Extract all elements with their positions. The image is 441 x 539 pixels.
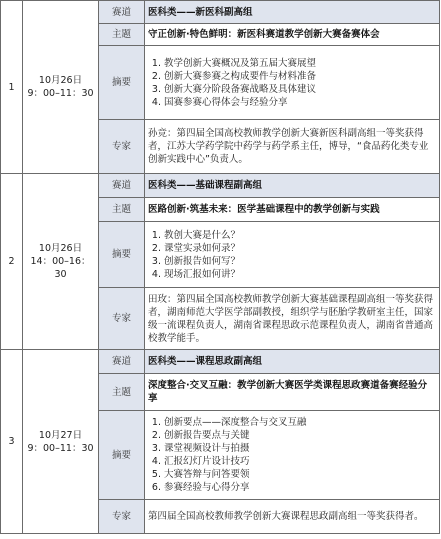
- summary-value: [145, 222, 440, 288]
- summary-value: [145, 46, 440, 120]
- summary-item: 1. 教创大赛是什么？: [164, 229, 436, 242]
- session-time: 9：00–11：30: [27, 442, 94, 454]
- expert-value: 孙竞：第四届全国高校教师教学创新大赛新医科副高组一等奖获得者，江苏大学药学院中药学与药学系主任，博导，“食品药化类专业创新实践中心”负责人。: [145, 120, 440, 174]
- summary-label: 摘要: [99, 411, 145, 500]
- session-time: 14：00–16：30: [30, 256, 91, 280]
- summary-item: 2. 创新大赛参赛之构成要件与材料准备: [164, 70, 436, 83]
- summary-item: 1. 创新要点——深度整合与交叉互融: [164, 416, 436, 429]
- summary-item: 5. 大赛答辩与问答要领: [164, 468, 436, 481]
- track-value: 医科类——基础课程副高组: [145, 174, 440, 198]
- summary-item: 1. 教学创新大赛概况及第五届大赛展望: [164, 57, 436, 70]
- session-datetime: [23, 1, 99, 174]
- summary-list: [148, 57, 436, 109]
- topic-label: 主题: [99, 198, 145, 222]
- expert-value: 第四届全国高校教师教学创新大赛课程思政副高组一等奖获得者。: [145, 500, 440, 534]
- track-value: 医科类——新医科副高组: [145, 1, 440, 24]
- session-time: 9：00–11：30: [27, 88, 94, 99]
- session-number: 2: [1, 174, 23, 350]
- topic-value: 深度整合·交叉互融：教学创新大赛医学类课程思政赛道备赛经验分享: [145, 374, 440, 411]
- summary-item: 2. 创新报告要点与关键: [164, 429, 436, 442]
- summary-item: 4. 国赛参赛心得体会与经验分享: [164, 96, 436, 109]
- expert-value: 田玫：第四届全国高校教师教学创新大赛基础课程副高组一等奖获得者，湖南师范大学医学部副教授，组织学与胚胎学教研室主任，国家级一流课程负责人，湖南省课程思政示范课程负责人，湖南省普通高校教学能手。: [145, 288, 440, 350]
- summary-list: [148, 416, 436, 494]
- session-date: 10月26日: [38, 75, 83, 86]
- summary-item: 6. 参赛经验与心得分享: [164, 481, 436, 494]
- session-number: 1: [1, 1, 23, 174]
- topic-value: 守正创新·特色鲜明：新医科赛道教学创新大赛备赛体会: [145, 24, 440, 46]
- summary-item: 4. 汇报幻灯片设计技巧: [164, 455, 436, 468]
- summary-item: 3. 创新报告如何写？: [164, 255, 436, 268]
- summary-item: 2. 课堂实录如何录？: [164, 242, 436, 255]
- expert-label: 专家: [99, 500, 145, 534]
- summary-item: 3. 课堂视频设计与拍摄: [164, 442, 436, 455]
- summary-label: 摘要: [99, 46, 145, 120]
- session-datetime: [23, 174, 99, 350]
- session-1-track-row: [1, 1, 440, 24]
- expert-label: 专家: [99, 120, 145, 174]
- session-number: 3: [1, 350, 23, 534]
- summary-list: [148, 229, 436, 281]
- summary-value: [145, 411, 440, 500]
- session-2-track-row: [1, 174, 440, 198]
- summary-label: 摘要: [99, 222, 145, 288]
- track-value: 医科类——课程思政副高组: [145, 350, 440, 374]
- expert-label: 专家: [99, 288, 145, 350]
- track-label: 赛道: [99, 350, 145, 374]
- topic-label: 主题: [99, 374, 145, 411]
- track-label: 赛道: [99, 174, 145, 198]
- track-label: 赛道: [99, 1, 145, 24]
- session-date: 10月26日: [38, 243, 83, 254]
- topic-value: 医路创新·筑基未来：医学基础课程中的教学创新与实践: [145, 198, 440, 222]
- summary-item: 3. 创新大赛分阶段备赛战略及具体建议: [164, 83, 436, 96]
- topic-label: 主题: [99, 24, 145, 46]
- session-3-track-row: [1, 350, 440, 374]
- session-date: 10月27日: [38, 429, 83, 441]
- summary-item: 4. 现场汇报如何讲？: [164, 268, 436, 281]
- session-datetime: [23, 350, 99, 534]
